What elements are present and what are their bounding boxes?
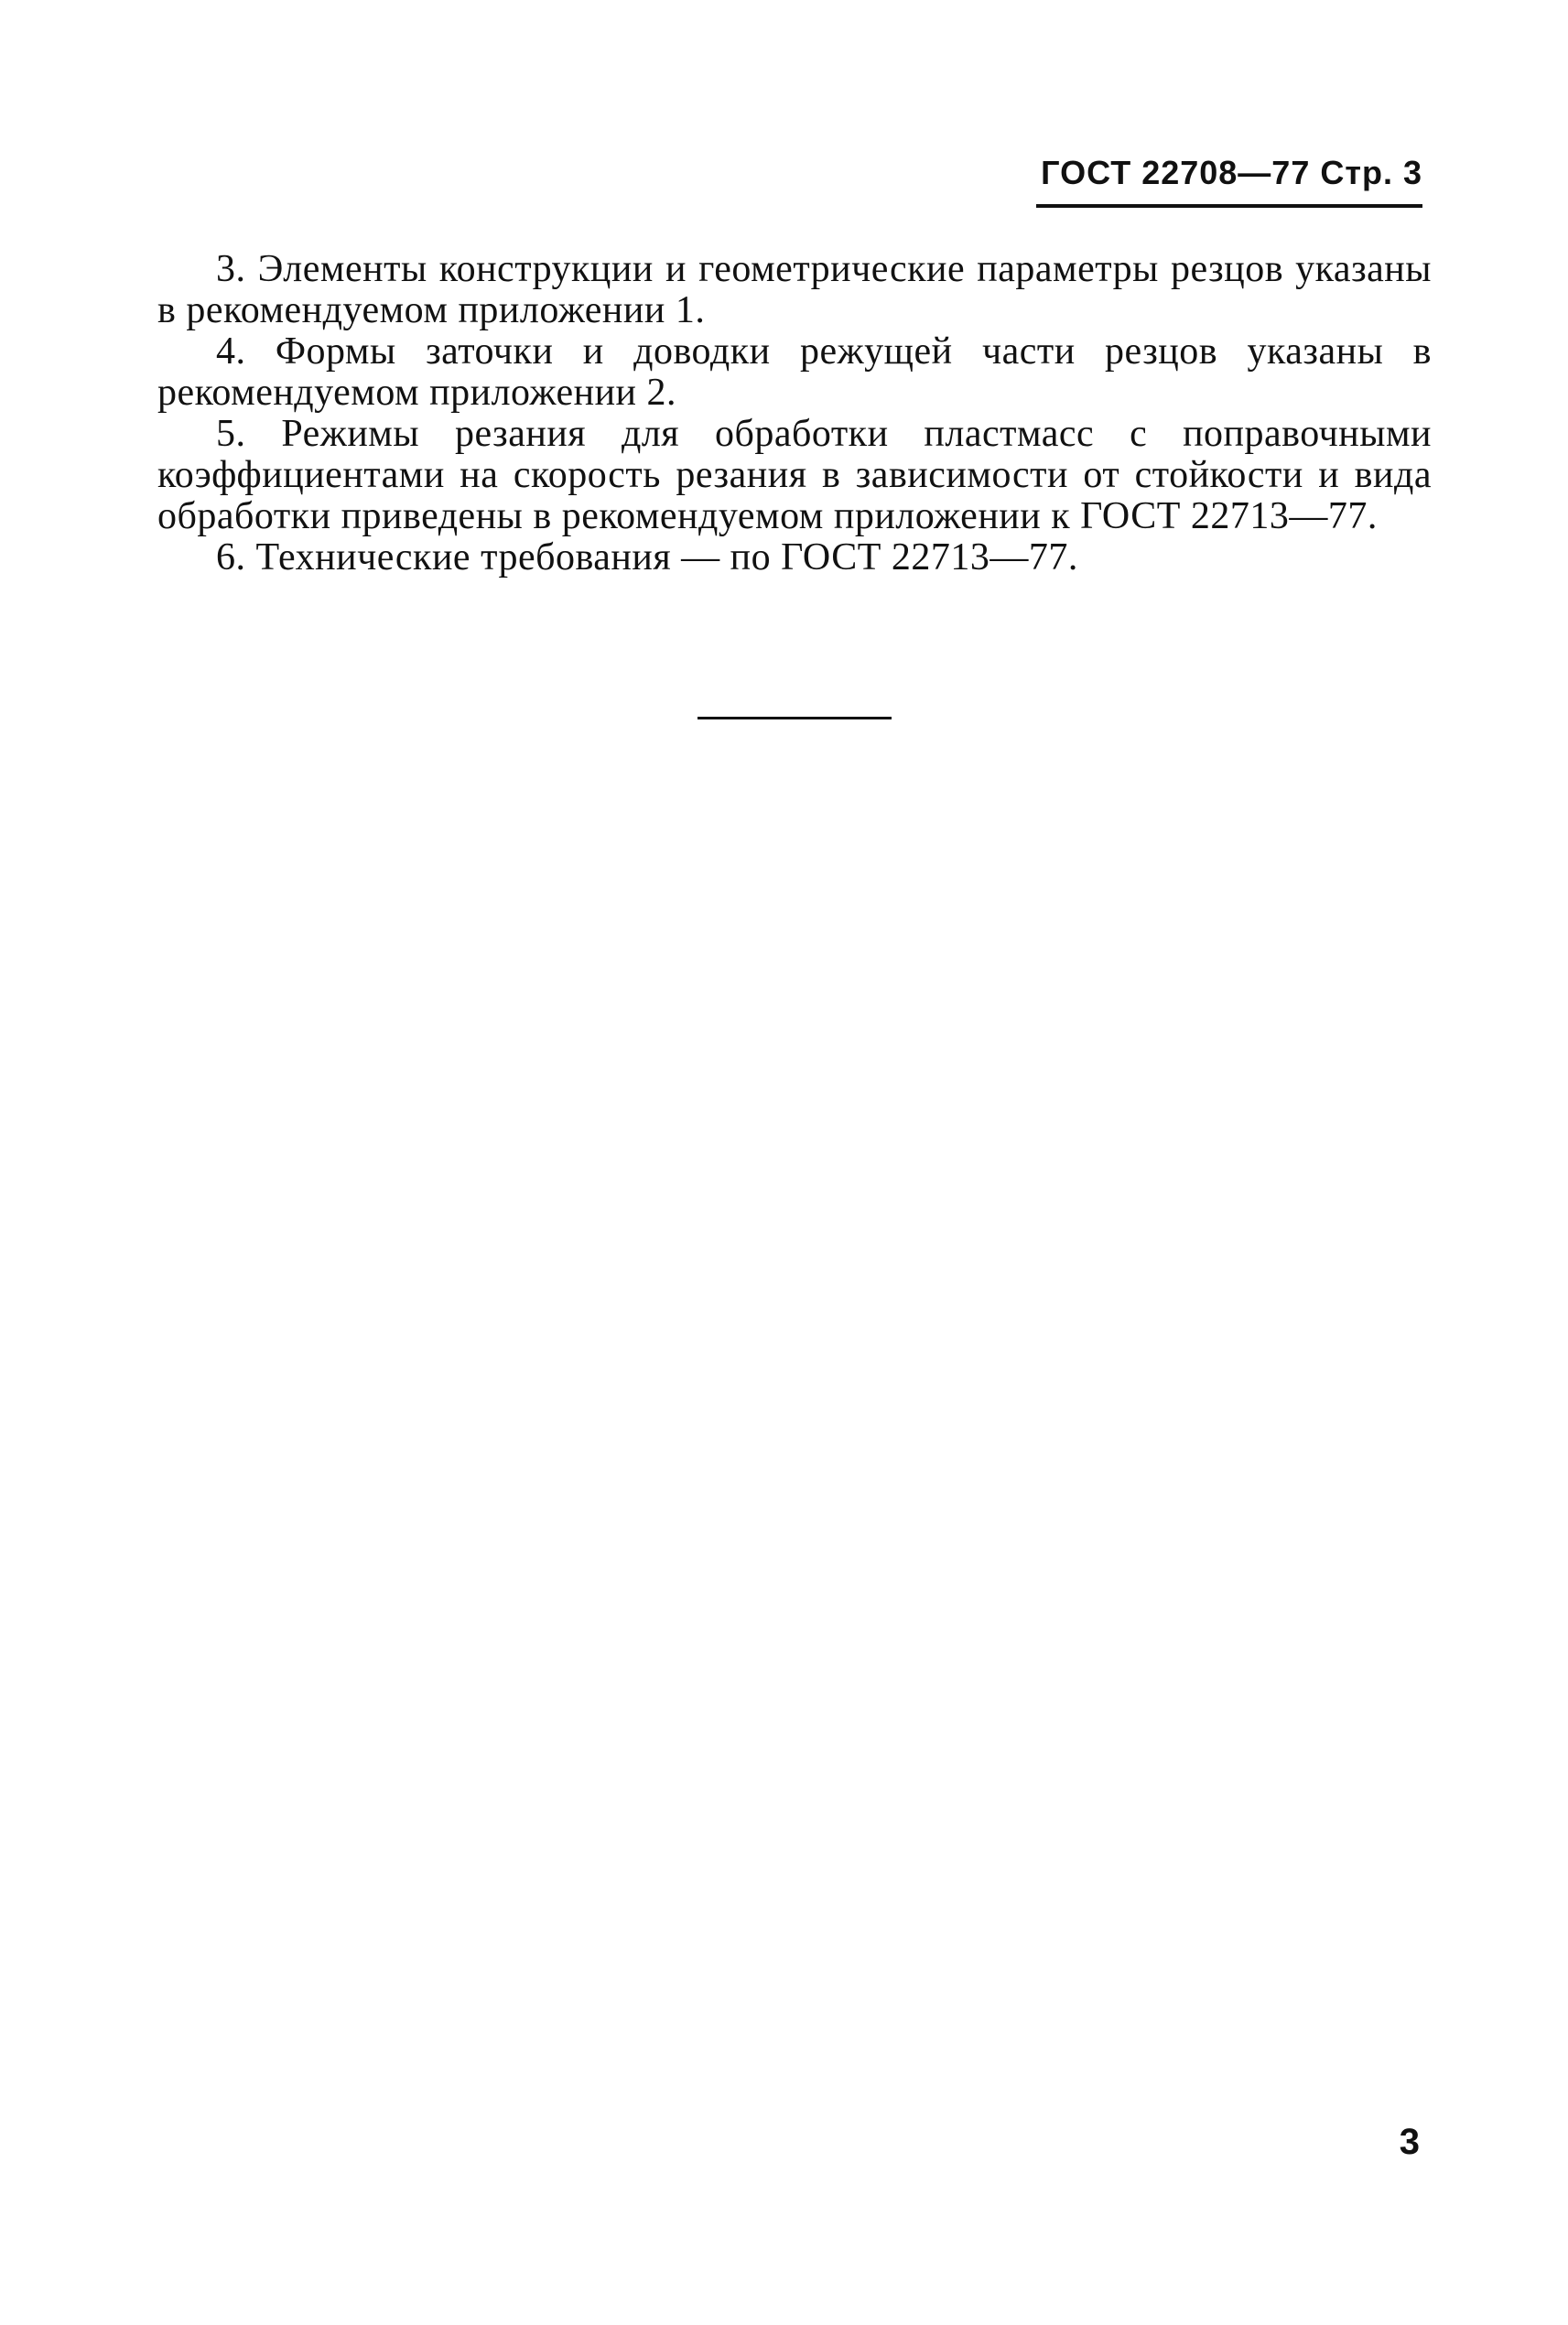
page-number: 3 — [1399, 2122, 1420, 2162]
running-header: ГОСТ 22708—77 Стр. 3 — [1041, 154, 1422, 191]
paragraph-5: 5. Режимы резания для обработки пластмасс с поправочными коэффициентами на скорость резания в зависимости от стойкости и вида обработки приведены в рекомендуемом приложении к ГОСТ 22713—77. — [157, 413, 1432, 537]
paragraph-6: 6. Технические требования — по ГОСТ 22713—77. — [216, 536, 1078, 579]
paragraph-4: 4. Формы заточки и доводки режущей части резцов указаны в рекомендуемом приложении 2. — [157, 330, 1432, 414]
document-body — [157, 249, 1432, 579]
header-rule — [1036, 204, 1422, 208]
section-end-rule — [697, 717, 892, 719]
paragraph-3: 3. Элементы конструкции и геометрические параметры резцов указаны в рекомендуемом приложении 1. — [157, 248, 1432, 331]
